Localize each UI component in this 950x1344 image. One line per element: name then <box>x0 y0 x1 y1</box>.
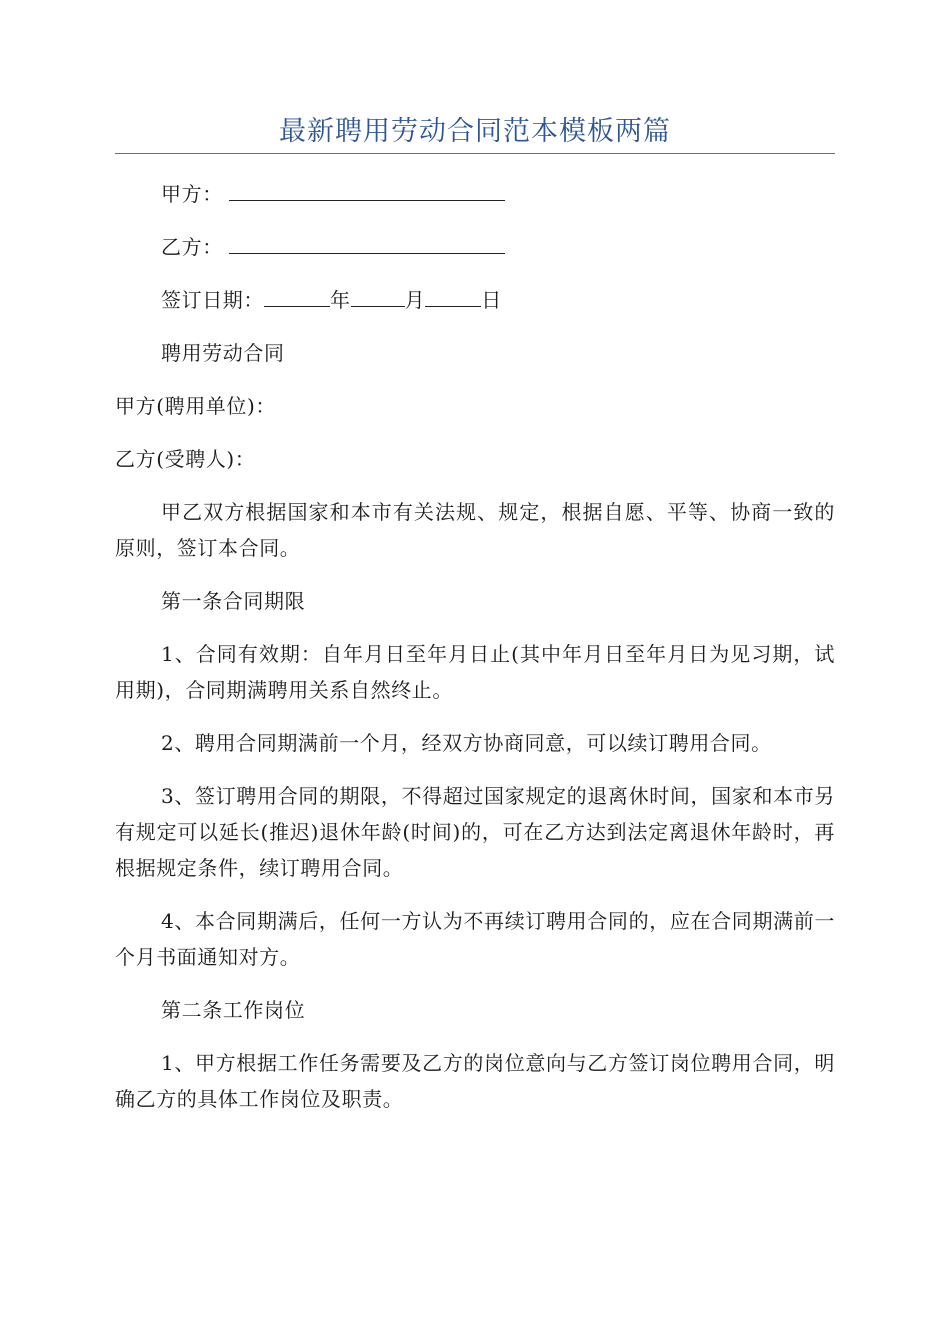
sign-date-label: 签订日期： <box>161 288 264 312</box>
year-label: 年 <box>330 288 351 312</box>
article2-heading: 第二条工作岗位 <box>161 998 306 1022</box>
employee-label: 乙方(受聘人)： <box>115 447 256 471</box>
party-a-line <box>115 176 835 212</box>
day-blank <box>425 284 481 307</box>
document-title: 最新聘用劳动合同范本模板两篇 <box>279 116 671 147</box>
article1-item-4: 4、本合同期满后，任何一方认为不再续订聘用合同的，应在合同期满前一个月书面通知对方。 <box>115 909 835 969</box>
article1-item-3: 3、签订聘用合同的期限，不得超过国家规定的退离休时间，国家和本市另有规定可以延长(推迟)退休年龄(时间)的，可在乙方达到法定离退休年龄时，再根据规定条件，续订聘用合同。 <box>115 784 835 880</box>
month-label: 月 <box>404 288 426 312</box>
party-a-label: 甲方： <box>161 182 223 206</box>
article2-item-1: 1、甲方根据工作任务需要及乙方的岗位意向与乙方签订岗位聘用合同，明确乙方的具体工作岗位及职责。 <box>115 1051 835 1111</box>
employer-label: 甲方(聘用单位)： <box>115 394 277 418</box>
party-b-line <box>115 229 835 265</box>
article1-heading: 第一条合同期限 <box>161 589 306 613</box>
party-a-blank <box>229 178 505 201</box>
article1-item-1: 1、合同有效期：自年月日至年月日止(其中年月日至年月日为见习期，试用期)，合同期满聘用关系自然终止。 <box>115 642 835 702</box>
contract-heading: 聘用劳动合同 <box>161 341 285 365</box>
day-label: 日 <box>481 288 502 312</box>
party-b-blank <box>229 231 505 254</box>
month-blank <box>351 284 405 307</box>
year-blank <box>264 284 330 307</box>
document-body <box>115 176 835 1134</box>
article1-item-2: 2、聘用合同期满前一个月，经双方协商同意，可以续订聘用合同。 <box>161 731 772 755</box>
preamble-paragraph: 甲乙双方根据国家和本市有关法规、规定，根据自愿、平等、协商一致的原则，签订本合同。 <box>115 500 835 560</box>
party-b-label: 乙方： <box>161 235 223 259</box>
sign-date-line <box>115 282 835 318</box>
title-underline <box>115 153 835 154</box>
